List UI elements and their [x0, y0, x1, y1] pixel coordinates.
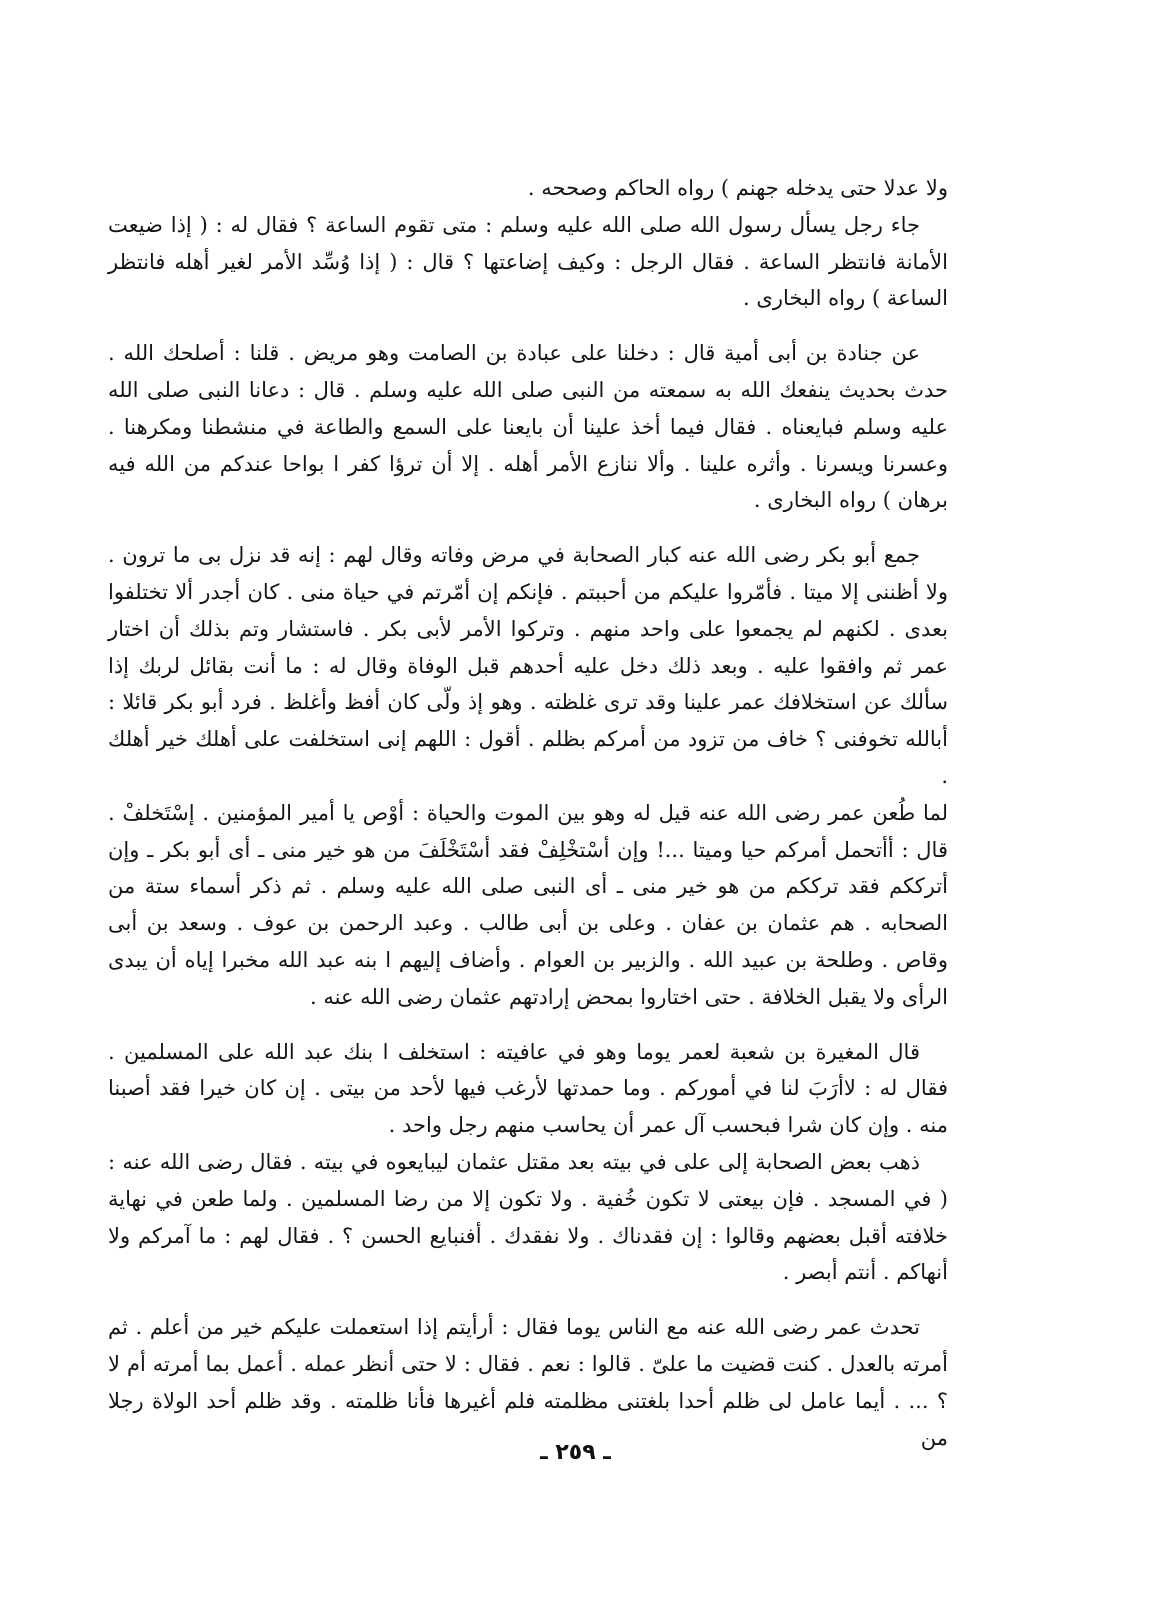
page-number: ـ ٢٥٩ ـ — [540, 1440, 611, 1465]
paragraph-5: لما طُعن عمر رضى الله عنه قيل له وهو بين الموت والحياة : أوْص يا أمير المؤمنين . إسْتَخلفْ . قال : أأتحمل أمركم حيا وميتا ...! وإن أسْتخْلِفْ فقد أسْتَخْلَفَ من هو خير منى ـ أى أبو بكر ـ وإن أترككم فقد ترككم من هو خير منى ـ أى النبى صلى الله عليه وسلم . ثم ذكر أسماء ستة من الصحابه . هم عثمان بن عفان . وعلى بن أبى طالب . وعبد الرحمن بن عوف . وسعد بن أبى وقاص . وطلحة بن عبيد الله . والزبير بن العوام . وأضاف إليهم ا بنه عبد الله مخبرا إياه أن يبدى الرأى ولا يقبل الخلافة . حتى اختاروا بمحض إرادتهم عثمان رضى الله عنه . — [108, 800, 948, 1009]
paragraph-4: جمع أبو بكر رضى الله عنه كبار الصحابة في مرض وفاته وقال لهم : إنه قد نزل بى ما ترون . ولا أظننى إلا ميتا . فأمّروا عليكم من أحببتم . فإنكم إن أمّرتم في حياة منى . كان أجدر ألا تختلفوا بعدى . لكنهم لم يجمعوا على واحد منهم . وتركوا الأمر لأبى بكر . فاستشار وتم بذلك أن اختار عمر ثم وافقوا عليه . وبعد ذلك دخل عليه أحدهم قبل الوفاة وقال له : ما أنت بقائل لربك إذا سألك عن استخلافك عمر علينا وقد ترى غلظته . وهو إذ ولّى كان أفظ وأغلظ . فرد أبو بكر قائلا : أبالله تخوفنى ؟ خاف من تزود من أمركم بظلم . أقول : اللهم إنى استخلفت على أهلك خير أهلك . — [108, 543, 948, 788]
paragraph-3: عن جنادة بن أبى أمية قال : دخلنا على عبادة بن الصامت وهو مريض . قلنا : أصلحك الله . حدث بحديث ينفعك الله به سمعته من النبى صلى الله عليه وسلم . قال : دعانا النبى صلى الله عليه وسلم فبايعناه . فقال فيما أخذ علينا أن بايعنا على السمع والطاعة في منشطنا ومكرهنا . وعسرنا ويسرنا . وأثره علينا . وألا ننازع الأمر أهله . إلا أن ترؤا كفر ا بواحا عندكم من الله فيه برهان ) رواه البخارى . — [108, 341, 948, 513]
paragraph-7: ذهب بعض الصحابة إلى على في بيته بعد مقتل عثمان ليبايعوه في بيته . فقال رضى الله عنه : ( في المسجد . فإن بيعتى لا تكون خُفية . ولا تكون إلا من رضا المسلمين . ولما طعن في نهاية خلافته أقبل بعضهم وقالوا : إن فقدناك . ولا نفقدك . أفنبايع الحسن ؟ . فقال لهم : ما آمركم ولا أنهاكم . أنتم أبصر . — [108, 1149, 948, 1285]
page-footer — [0, 1440, 1151, 1465]
paragraph-6: قال المغيرة بن شعبة لعمر يوما وهو في عافيته : استخلف ا بنك عبد الله على المسلمين . فقال له : لاأرَبَ لنا في أموركم . وما حمدتها لأرغب فيها لأحد من بيتى . إن كان خيرا فقد أصبنا منه . وإن كان شرا فبحسب آل عمر أن يحاسب منهم رجل واحد . — [108, 1039, 948, 1138]
paragraph-1: ولا عدلا حتى يدخله جهنم ) رواه الحاكم وصححه . — [527, 176, 948, 200]
page-body — [108, 170, 948, 1456]
paragraph-8: تحدث عمر رضى الله عنه مع الناس يوما فقال : أرأيتم إذا استعملت عليكم خير من أعلم . ثم أمرته بالعدل . كنت قضيت ما علىّ . قالوا : نعم . فقال : لا حتى أنظر عمله . أعمل بما أمرته أم لا ؟ ... . أيما عامل لى ظلم أحدا بلغتنى مظلمته فلم أغيرها فأنا ظلمته . وقد ظلم أحد الولاة رجلا من — [108, 1315, 948, 1450]
paragraph-2: جاء رجل يسأل رسول الله صلى الله عليه وسلم : متى تقوم الساعة ؟ فقال له : ( إذا ضيعت الأمانة فانتظر الساعة . فقال الرجل : وكيف إضاعتها ؟ قال : ( إذا وُسِّد الأمر لغير أهله فانتظر الساعة ) رواه البخارى . — [108, 212, 948, 311]
